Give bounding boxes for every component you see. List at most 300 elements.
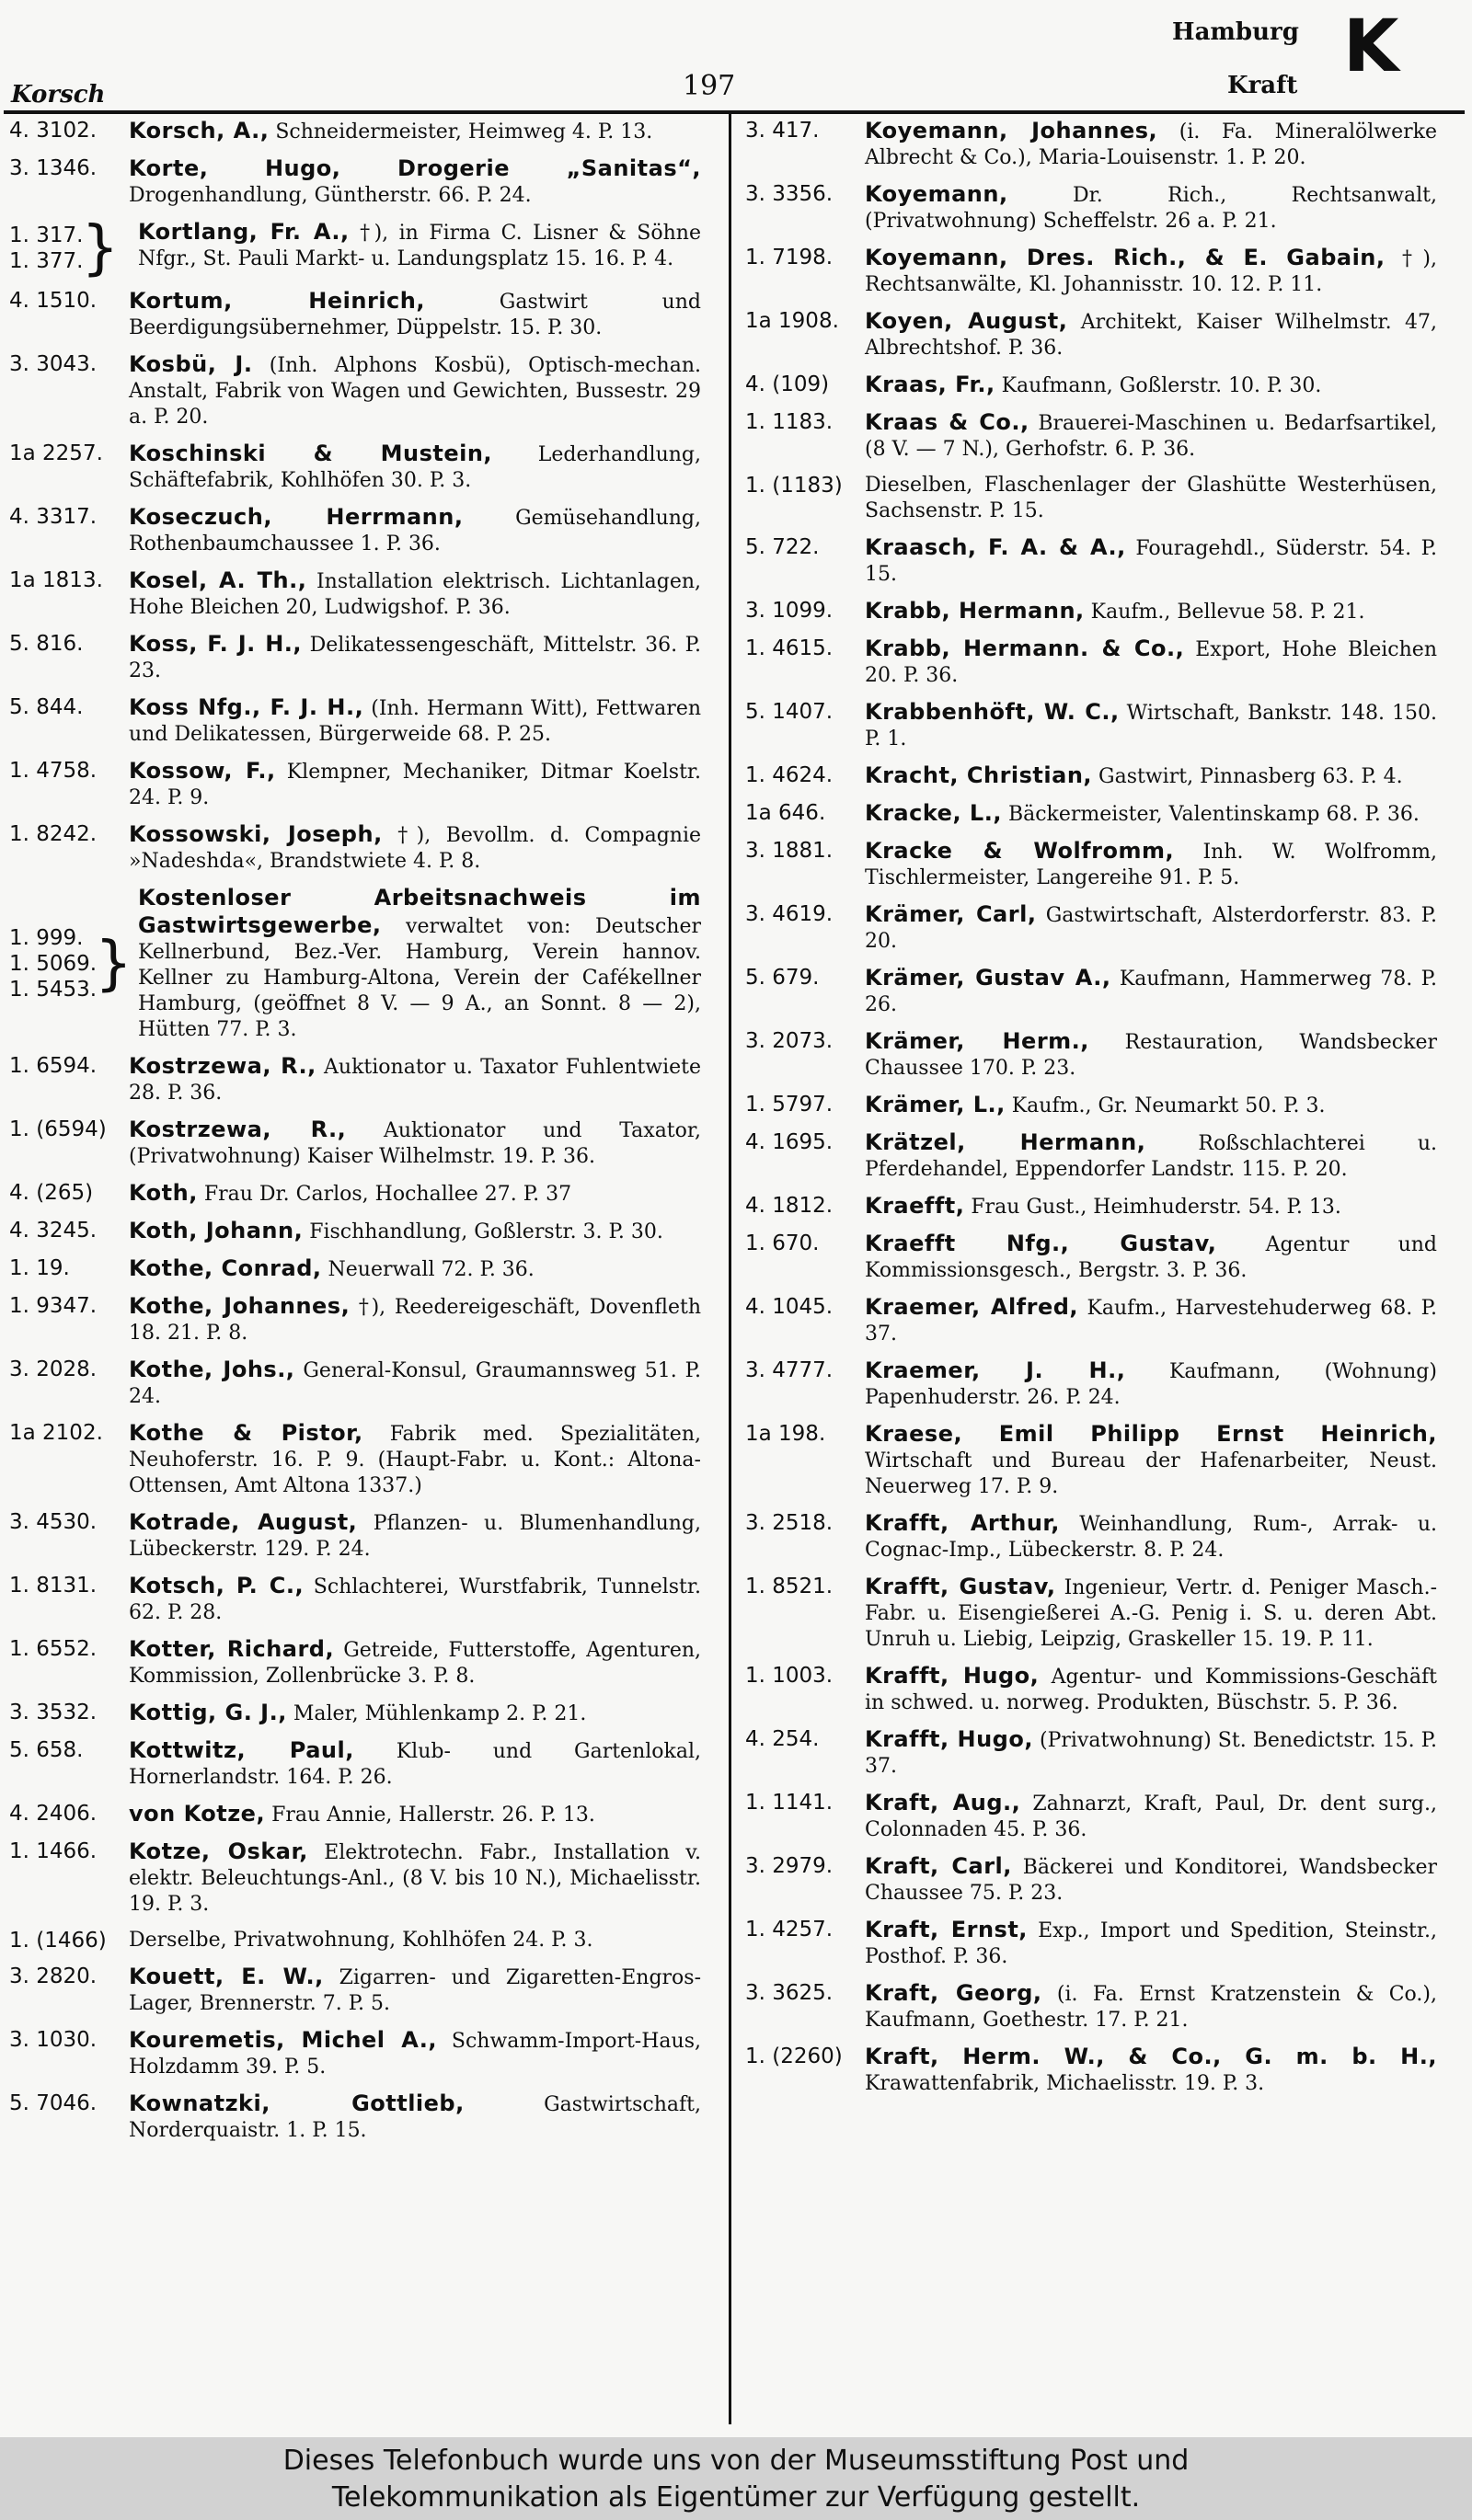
- subscriber-details: Ingenieur, Vertr. d. Peniger Masch.-Fabr. u. Eisengießerei A.-G. Penig i. S. u. deren Abt. Unruh u. Liebig, Leipzig, Graskeller 15. 19. P. 11.: [865, 1576, 1438, 1651]
- entry-text: [138, 885, 714, 1043]
- phone-number: 1. 8521.: [745, 1575, 834, 1598]
- subscriber-details: Dieselben, Flaschenlager der Glashütte Westerhüsen, Sachsenstr. P. 15.: [865, 474, 1437, 522]
- subscriber-name: Kouremetis, Michel A.,: [129, 2027, 437, 2053]
- subscriber-details: Restauration, Wandsbecker Chaussee 170. P. 23.: [865, 1031, 1437, 1080]
- entry-text: [865, 636, 1450, 689]
- directory-entry: [736, 1357, 1450, 1411]
- entry-text: [129, 1180, 714, 1208]
- phone-number: 1. 6552.: [9, 1637, 98, 1661]
- entry-text: [129, 1053, 714, 1106]
- directory-entry: [0, 1509, 714, 1563]
- entry-text: [129, 758, 714, 811]
- entry-text: [865, 372, 1450, 399]
- phone-number: 5. 844.: [9, 695, 84, 719]
- directory-entry: [736, 1231, 1450, 1284]
- subscriber-name: Kraft, Georg,: [865, 1980, 1042, 2006]
- subscriber-name: Krämer, L.,: [865, 1092, 1006, 1117]
- entry-text: [865, 1092, 1450, 1119]
- directory-entry: [0, 1255, 714, 1283]
- subscriber-name: Kraft, Herm. W., & Co., G. m. b. H.,: [865, 2044, 1437, 2069]
- phone-number: 1. 670.: [745, 1231, 820, 1255]
- entry-text: [129, 631, 714, 684]
- subscriber-details: Gastwirtschaft, Norderquaistr. 1. P. 15.: [129, 2093, 701, 2142]
- phone-number: 1a 2102.: [9, 1421, 103, 1445]
- phone-number: 1. 5797.: [745, 1093, 834, 1117]
- phone-number: 4. (109): [745, 372, 830, 396]
- phone-number: 1. 5453.: [9, 978, 98, 1002]
- subscriber-details: General-Konsul, Graumannsweg 51. P. 24.: [129, 1359, 701, 1408]
- directory-entry: [736, 1726, 1450, 1780]
- subscriber-details: (Privatwohnung) St. Benedictstr. 15. P. 37.: [865, 1729, 1438, 1778]
- phone-number: 1. 4758.: [9, 759, 98, 783]
- entry-text: [865, 118, 1450, 171]
- subscriber-details: Fabrik med. Spezialitäten, Neuhoferstr. 16. P. 9. (Haupt-Fabr. u. Kont.: Altona-Ottensen, Amt Altona 1337.): [129, 1423, 701, 1497]
- directory-entry: [736, 1980, 1450, 2033]
- running-head-left: Korsch: [11, 81, 106, 109]
- header-rule: [4, 110, 1465, 114]
- directory-entry: [736, 473, 1450, 524]
- subscriber-name: Kracht, Christian,: [865, 762, 1093, 788]
- subscriber-name: Krämer, Herm.,: [865, 1028, 1089, 1054]
- subscriber-details: Krawattenfabrik, Michaelisstr. 19. P. 3.: [865, 2072, 1265, 2095]
- subscriber-name: Kotsch, P. C.,: [129, 1573, 305, 1598]
- subscriber-name: Koss Nfg., F. J. H.,: [129, 694, 364, 720]
- directory-entry: [0, 885, 714, 1043]
- subscriber-name: Kouett, E. W.,: [129, 1964, 324, 1989]
- directory-entry: [0, 1180, 714, 1208]
- directory-entry: [736, 1028, 1450, 1082]
- subscriber-details: (i. Fa. Mineralölwerke Albrecht & Co.), Maria-Louisenstr. 1. P. 20.: [865, 120, 1437, 169]
- subscriber-name: Kraemer, Alfred,: [865, 1294, 1079, 1320]
- subscriber-name: Kosel, A. Th.,: [129, 567, 307, 593]
- entry-text: [138, 219, 714, 278]
- directory-entry: [0, 118, 714, 145]
- entry-text: [865, 534, 1450, 588]
- directory-entry: [736, 699, 1450, 752]
- column-divider: [729, 114, 731, 2424]
- subscriber-details: Roßschlachterei u. Pferdehandel, Eppendorfer Landstr. 115. P. 20.: [865, 1132, 1437, 1181]
- subscriber-name: Krafft, Arthur,: [865, 1510, 1060, 1536]
- entry-text: [129, 1117, 714, 1170]
- subscriber-name: Kostrzewa, R.,: [129, 1117, 347, 1142]
- running-head-right: Kraft: [1227, 72, 1298, 99]
- subscriber-details: Export, Hohe Bleichen 20. P. 36.: [865, 638, 1437, 687]
- subscriber-name: Kortlang, Fr. A.,: [138, 219, 350, 245]
- entry-text: [865, 1790, 1450, 1843]
- subscriber-name: Krämer, Gustav A.,: [865, 965, 1111, 991]
- entry-text: [129, 504, 714, 557]
- phone-number: 1. 4257.: [745, 1918, 834, 1942]
- directory-entry: [0, 2027, 714, 2080]
- entry-text: [129, 1573, 714, 1626]
- phone-number: 5. 1407.: [745, 700, 834, 724]
- subscriber-name: Koyen, August,: [865, 308, 1068, 334]
- directory-entry: [0, 694, 714, 748]
- subscriber-details: Agentur- und Kommissions-Geschäft in schwed. u. norweg. Produkten, Büschstr. 5. P. 36.: [865, 1666, 1437, 1714]
- directory-entry: [0, 155, 714, 209]
- subscriber-details: Auktionator u. Taxator Fuhlentwiete 28. P. 36.: [129, 1056, 701, 1105]
- subscriber-details: Kaufmann, Hammerweg 78. P. 26.: [865, 968, 1437, 1016]
- directory-entry: [0, 567, 714, 621]
- directory-entry: [736, 1193, 1450, 1220]
- directory-entry: [736, 1790, 1450, 1843]
- directory-entry: [736, 118, 1450, 171]
- subscriber-name: Kownatzki, Gottlieb,: [129, 2090, 465, 2116]
- subscriber-details: Schwamm-Import-Haus, Holzdamm 39. P. 5.: [129, 2030, 701, 2079]
- directory-entry: [736, 372, 1450, 399]
- subscriber-name: Kraft, Ernst,: [865, 1917, 1028, 1942]
- subscriber-details: Neuerwall 72. P. 36.: [328, 1258, 535, 1281]
- subscriber-details: Installation elektrisch. Lichtanlagen, Hohe Bleichen 20, Ludwigshof. P. 36.: [129, 570, 702, 619]
- phone-number: 1. 8242.: [9, 822, 98, 846]
- subscriber-details: †), Rechtsanwälte, Kl. Johannisstr. 10. 12. P. 11.: [865, 247, 1438, 296]
- entry-text: [129, 2090, 714, 2144]
- directory-entry: [736, 1421, 1450, 1500]
- entry-text: [865, 1726, 1450, 1780]
- phone-number-group: [0, 214, 138, 282]
- subscriber-details: Brauerei-Maschinen u. Bedarfsartikel, (8 V. — 7 N.), Gerhofstr. 6. P. 36.: [865, 412, 1437, 461]
- phone-number: 5. 679.: [745, 966, 820, 990]
- phone-number: 1. 7198.: [745, 246, 834, 269]
- directory-entry: [0, 351, 714, 430]
- subscriber-details: Frau Gust., Heimhuderstr. 54. P. 13.: [971, 1196, 1341, 1219]
- directory-entry: [736, 800, 1450, 828]
- entry-text: [129, 567, 714, 621]
- directory-entry: [0, 288, 714, 341]
- footer-line-1: Dieses Telefonbuch wurde uns von der Museumsstiftung Post und: [282, 2445, 1190, 2477]
- directory-entry: [736, 598, 1450, 625]
- entry-text: [129, 155, 714, 209]
- entry-text: [129, 118, 714, 145]
- subscriber-details: Getreide, Futterstoffe, Agenturen, Kommission, Zollenbrücke 3. P. 8.: [129, 1639, 702, 1688]
- entry-text: [129, 1218, 714, 1245]
- phone-number: 3. 2979.: [745, 1854, 834, 1878]
- phone-number: 1. (1183): [745, 474, 843, 498]
- subscriber-details: Fouragehdl., Süderstr. 54. P. 15.: [865, 537, 1438, 586]
- subscriber-name: Koth, Johann,: [129, 1218, 304, 1243]
- subscriber-details: Schlachterei, Wurstfabrik, Tunnelstr. 62. P. 28.: [129, 1575, 701, 1624]
- subscriber-details: Kaufm., Bellevue 58. P. 21.: [1090, 601, 1365, 624]
- phone-number: 4. 2406.: [9, 1802, 98, 1826]
- phone-number: 1a 1908.: [745, 309, 839, 333]
- subscriber-name: Kraas & Co.,: [865, 409, 1029, 435]
- phone-number: 1a 646.: [745, 801, 826, 825]
- subscriber-details: (Inh. Alphons Kosbü), Optisch-mechan. Anstalt, Fabrik von Wagen und Gewichten, Bussestr. 29 a. P. 20.: [129, 354, 702, 429]
- subscriber-name: Kraefft,: [865, 1193, 965, 1219]
- subscriber-details: Pflanzen- u. Blumenhandlung, Lübeckerstr. 129. P. 24.: [129, 1512, 701, 1561]
- entry-text: [865, 1917, 1450, 1970]
- entry-text: [129, 288, 714, 341]
- entry-text: [129, 1838, 714, 1918]
- entry-text: [129, 1293, 714, 1346]
- phone-number: 3. 3043.: [9, 352, 98, 376]
- phone-number: 3. 1030.: [9, 2028, 98, 2052]
- subscriber-details: Kaufmann, Goßlerstr. 10. P. 30.: [1001, 374, 1322, 397]
- entry-text: [865, 1294, 1450, 1347]
- entry-text: [129, 1700, 714, 1727]
- entry-text: [865, 1129, 1450, 1183]
- phone-number: 3. 1346.: [9, 156, 98, 180]
- entry-text: [865, 1028, 1450, 1082]
- phone-number: 1a 2257.: [9, 441, 103, 465]
- phone-number: 3. 4777.: [745, 1358, 834, 1382]
- subscriber-details: (i. Fa. Ernst Kratzenstein & Co.), Kaufmann, Goethestr. 17. P. 21.: [865, 1983, 1437, 2032]
- entry-text: [865, 762, 1450, 790]
- entry-text: [865, 473, 1450, 524]
- subscriber-name: Koschinski & Mustein,: [129, 441, 493, 466]
- subscriber-name: Koyemann,: [865, 181, 1008, 207]
- subscriber-name: Kothe, Johannes,: [129, 1293, 351, 1319]
- directory-entry: [0, 821, 714, 875]
- entry-text: [129, 1357, 714, 1410]
- phone-number: 1. (1466): [9, 1929, 107, 1953]
- subscriber-details: Delikatessengeschäft, Mittelstr. 36. P. 23.: [129, 634, 701, 682]
- entry-text: [865, 181, 1450, 235]
- directory-entry: [736, 409, 1450, 463]
- phone-number: 5. 7046.: [9, 2091, 98, 2115]
- subscriber-details: Klempner, Mechaniker, Ditmar Koelstr. 24. P. 9.: [129, 761, 701, 809]
- subscriber-details: Inh. W. Wolfromm, Tischlermeister, Langereihe 91. P. 5.: [865, 841, 1437, 889]
- entry-text: [129, 1636, 714, 1690]
- subscriber-name: Kothe & Pistor,: [129, 1420, 363, 1446]
- entry-text: [129, 1928, 714, 1953]
- phone-number: 3. 1099.: [745, 599, 834, 623]
- directory-entry: [736, 901, 1450, 955]
- subscriber-name: Korte, Hugo, Drogerie „Sanitas“,: [129, 155, 701, 181]
- phone-number: 3. 3625.: [745, 1981, 834, 2005]
- entry-text: [865, 1574, 1450, 1653]
- directory-entry: [736, 965, 1450, 1018]
- subscriber-details: Architekt, Kaiser Wilhelmstr. 47, Albrechtshof. P. 36.: [865, 311, 1437, 360]
- phone-number: 1. 8131.: [9, 1574, 98, 1598]
- directory-entry: [736, 1510, 1450, 1564]
- entry-text: [129, 1420, 714, 1499]
- entry-text: [865, 1231, 1450, 1284]
- subscriber-name: Koyemann, Dres. Rich., & E. Gabain,: [865, 245, 1386, 270]
- subscriber-name: Kracke, L.,: [865, 800, 1002, 826]
- directory-entry: [736, 1092, 1450, 1119]
- subscriber-details: Zahnarzt, Kraft, Paul, Dr. dent surg., Colonnaden 45. P. 36.: [865, 1793, 1438, 1841]
- subscriber-name: Kothe, Conrad,: [129, 1255, 322, 1281]
- directory-entry: [0, 2090, 714, 2144]
- entry-text: [865, 901, 1450, 955]
- directory-entry: [0, 1838, 714, 1918]
- subscriber-details: Klub- und Gartenlokal, Hornerlandstr. 164. P. 26.: [129, 1740, 701, 1789]
- subscriber-name: Kraefft Nfg., Gustav,: [865, 1231, 1217, 1256]
- phone-number: 3. 2518.: [745, 1511, 834, 1535]
- right-column: [736, 118, 1450, 2107]
- phone-number: 3. 1881.: [745, 839, 834, 863]
- subscriber-details: Kaufm., Gr. Neumarkt 50. P. 3.: [1011, 1094, 1326, 1117]
- subscriber-name: Koth,: [129, 1180, 198, 1206]
- subscriber-name: Kottig, G. J.,: [129, 1700, 287, 1725]
- footer-banner: [0, 2437, 1472, 2520]
- entry-text: [129, 821, 714, 875]
- entry-text: [129, 441, 714, 494]
- subscriber-name: Kottwitz, Paul,: [129, 1737, 354, 1763]
- phone-number-group: [0, 885, 138, 1043]
- phone-number: 1. 19.: [9, 1256, 70, 1280]
- subscriber-details: Lederhandlung, Schäftefabrik, Kohlhöfen 30. P. 3.: [129, 443, 701, 492]
- subscriber-name: Kraft, Aug.,: [865, 1790, 1021, 1816]
- subscriber-name: Kotze, Oskar,: [129, 1838, 308, 1864]
- running-head-city: Hamburg: [1172, 18, 1299, 46]
- entry-text: [865, 1853, 1450, 1907]
- phone-number: 4. 1045.: [745, 1295, 834, 1319]
- entry-text: [129, 1509, 714, 1563]
- entry-text: [865, 965, 1450, 1018]
- entry-text: [865, 800, 1450, 828]
- phone-number: 3. 3356.: [745, 182, 834, 206]
- subscriber-name: Kossowski, Joseph,: [129, 821, 383, 847]
- phone-number: 1. 4615.: [745, 636, 834, 660]
- phone-number: 3. 417.: [745, 119, 820, 143]
- phone-number: 5. 816.: [9, 632, 84, 656]
- phone-number: 1. 9347.: [9, 1294, 98, 1318]
- subscriber-name: Krabbenhöft, W. C.,: [865, 699, 1120, 725]
- subscriber-details: Derselbe, Privatwohnung, Kohlhöfen 24. P. 3.: [129, 1929, 593, 1952]
- footer-line-2: Telekommunikation als Eigentümer zur Verfügung gestellt.: [331, 2481, 1141, 2514]
- directory-entry: [0, 1700, 714, 1727]
- subscriber-name: Korsch, A.,: [129, 118, 270, 143]
- entry-text: [865, 838, 1450, 891]
- phone-number: 4. 254.: [745, 1727, 820, 1751]
- subscriber-details: Kaufmann, (Wohnung) Papenhuderstr. 26. P. 24.: [865, 1360, 1437, 1409]
- directory-entry: [736, 1294, 1450, 1347]
- entry-text: [865, 245, 1450, 298]
- directory-entry: [0, 1420, 714, 1499]
- directory-entry: [736, 838, 1450, 891]
- phone-number: 3. 2820.: [9, 1964, 98, 1988]
- directory-entry: [736, 762, 1450, 790]
- directory-entry: [0, 1964, 714, 2017]
- brace-glyph: }: [95, 930, 132, 998]
- subscriber-details: †), Bevollm. d. Compagnie »Nadeshda«, Brandstwiete 4. P. 8.: [129, 824, 702, 873]
- entry-text: [865, 1980, 1450, 2033]
- entry-text: [865, 1357, 1450, 1411]
- entry-text: [865, 308, 1450, 361]
- subscriber-name: Kotrade, August,: [129, 1509, 358, 1535]
- subscriber-details: Weinhandlung, Rum-, Arrak- u. Cognac-Imp., Lübeckerstr. 8. P. 24.: [865, 1513, 1437, 1562]
- directory-entry: [736, 181, 1450, 235]
- subscriber-name: Koyemann, Johannes,: [865, 118, 1158, 143]
- directory-entry: [736, 636, 1450, 689]
- subscriber-name: Kossow, F.,: [129, 758, 276, 784]
- phone-number: 1. 317.: [9, 223, 84, 247]
- phone-number: 4. (265): [9, 1181, 94, 1205]
- brace-glyph: }: [81, 214, 120, 282]
- phone-number: 4. 1695.: [745, 1130, 834, 1154]
- subscriber-name: von Kotze,: [129, 1801, 266, 1827]
- directory-entry: [0, 441, 714, 494]
- entry-text: [129, 1737, 714, 1791]
- directory-entry: [0, 1573, 714, 1626]
- subscriber-details: Bäckermeister, Valentinskamp 68. P. 36.: [1007, 803, 1420, 826]
- subscriber-details: †), Reedereigeschäft, Dovenfleth 18. 21. P. 8.: [129, 1296, 701, 1345]
- directory-entry: [0, 631, 714, 684]
- phone-number: 3. 3532.: [9, 1701, 98, 1724]
- subscriber-details: Dr. Rich., Rechtsanwalt, (Privatwohnung) Scheffelstr. 26 a. P. 21.: [865, 184, 1437, 233]
- entry-text: [865, 598, 1450, 625]
- directory-entry: [736, 2044, 1450, 2097]
- subscriber-details: Schneidermeister, Heimweg 4. P. 13.: [275, 120, 653, 143]
- phone-number: 4. 3102.: [9, 119, 98, 143]
- directory-entry: [0, 758, 714, 811]
- directory-entry: [0, 1636, 714, 1690]
- page-number: 197: [683, 70, 736, 102]
- entry-text: [865, 1510, 1450, 1564]
- subscriber-name: Kraas, Fr.,: [865, 372, 995, 397]
- subscriber-name: Kraemer, J. H.,: [865, 1357, 1126, 1383]
- subscriber-details: Bäckerei und Konditorei, Wandsbecker Chaussee 75. P. 23.: [865, 1856, 1437, 1905]
- subscriber-name: Krätzel, Hermann,: [865, 1129, 1146, 1155]
- phone-number: 3. 2073.: [745, 1029, 834, 1053]
- subscriber-name: Kraasch, F. A. & A.,: [865, 534, 1126, 560]
- subscriber-details: Fischhandlung, Goßlerstr. 3. P. 30.: [309, 1220, 663, 1243]
- subscriber-name: Koseczuch, Herrmann,: [129, 504, 464, 530]
- entry-text: [865, 1421, 1450, 1500]
- subscriber-name: Kortum, Heinrich,: [129, 288, 425, 314]
- directory-entry: [736, 1574, 1450, 1653]
- subscriber-details: Exp., Import und Spedition, Steinstr., Posthof. P. 36.: [865, 1919, 1437, 1968]
- subscriber-details: Drogenhandlung, Güntherstr. 66. P. 24.: [129, 184, 532, 207]
- subscriber-details: Gastwirt und Beerdigungsübernehmer, Düppelstr. 15. P. 30.: [129, 291, 701, 339]
- subscriber-name: Kothe, Johs.,: [129, 1357, 295, 1382]
- subscriber-name: Krabb, Hermann. & Co.,: [865, 636, 1185, 661]
- subscriber-details: Elektrotechn. Fabr., Installation v. elektr. Beleuchtungs-Anl., (8 V. bis 10 N.), Michaelisstr. 19. P. 3.: [129, 1841, 702, 1916]
- phone-number: 5. 722.: [745, 535, 820, 559]
- directory-entry: [0, 1053, 714, 1106]
- directory-entry: [0, 504, 714, 557]
- phone-number: 1a 198.: [745, 1422, 826, 1446]
- entry-text: [865, 2044, 1450, 2097]
- phone-number: 4. 3245.: [9, 1219, 98, 1243]
- subscriber-name: Kosbü, J.: [129, 351, 253, 377]
- directory-entry: [736, 534, 1450, 588]
- phone-number: 1. 1141.: [745, 1791, 834, 1815]
- entry-text: [129, 2027, 714, 2080]
- phone-number: 1. 6594.: [9, 1054, 98, 1078]
- phone-number: 1. 377.: [9, 249, 84, 273]
- subscriber-name: Kostrzewa, R.,: [129, 1053, 316, 1079]
- subscriber-name: Krafft, Hugo,: [865, 1663, 1040, 1689]
- phone-number: 3. 2028.: [9, 1357, 98, 1381]
- directory-entry: [0, 214, 714, 282]
- entry-text: [865, 1663, 1450, 1716]
- directory-entry: [0, 1293, 714, 1346]
- phone-number: 4. 3317.: [9, 505, 98, 529]
- subscriber-details: Frau Dr. Carlos, Hochallee 27. P. 37: [203, 1183, 572, 1206]
- phone-number: 1. 4624.: [745, 763, 834, 787]
- phone-number: 1. 999.: [9, 926, 84, 950]
- phone-number: 1. (6594): [9, 1117, 107, 1141]
- entry-text: [129, 1801, 714, 1828]
- subscriber-details: Agentur und Kommissionsgesch., Bergstr. 3. P. 36.: [865, 1233, 1437, 1282]
- directory-entry: [0, 1357, 714, 1410]
- subscriber-name: Krämer, Carl,: [865, 901, 1037, 927]
- directory-entry: [0, 1928, 714, 1953]
- subscriber-name: Krabb, Hermann,: [865, 598, 1085, 624]
- entry-text: [129, 1964, 714, 2017]
- subscriber-name: Krafft, Gustav,: [865, 1574, 1056, 1599]
- directory-entry: [0, 1737, 714, 1791]
- directory-entry: [736, 308, 1450, 361]
- phone-number: 4. 1510.: [9, 289, 98, 313]
- subscriber-name: Kraft, Carl,: [865, 1853, 1012, 1879]
- section-letter: K: [1343, 6, 1399, 88]
- subscriber-details: Zigarren- und Zigaretten-Engros-Lager, Brennerstr. 7. P. 5.: [129, 1966, 702, 2015]
- subscriber-details: Gastwirtschaft, Alsterdorferstr. 83. P. 20.: [865, 904, 1437, 953]
